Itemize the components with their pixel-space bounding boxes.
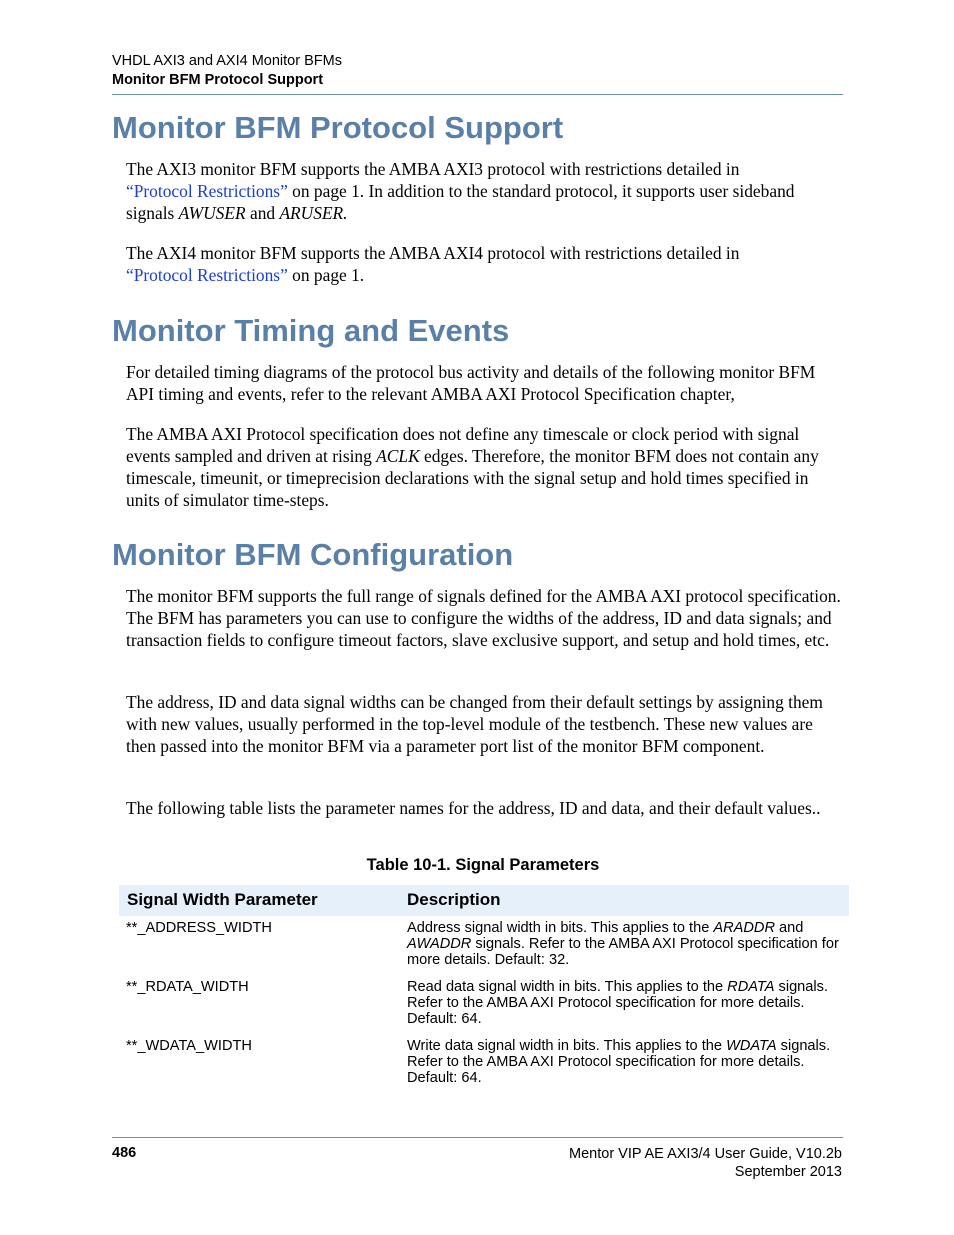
paragraph-axi4-support: The AXI4 monitor BFM supports the AMBA AXI4 protocol with restrictions detailed in “Protocol Restrictions” on page 1. [126,243,740,285]
paragraph-signal-widths: The address, ID and data signal widths can be changed from their default settings by assigning them with new values, usually performed in the top-level module of the testbench. These new values are then passed into the monitor BFM via a parameter port list of the monitor BFM component. [126,692,823,756]
parameter-name: **_WDATA_WIDTH [126,1038,252,1054]
parameter-description: Address signal width in bits. This applies to the ARADDR and AWADDR signals. Refer to the AMBA AXI Protocol specification for more details. Default: 32. [407,920,839,968]
parameter-name: **_RDATA_WIDTH [126,979,249,995]
paragraph-timing-diagrams: For detailed timing diagrams of the protocol bus activity and details of the following monitor BFM API timing and events, refer to the relevant AMBA AXI Protocol Specification chapter, [126,362,816,404]
running-header-chapter: VHDL AXI3 and AXI4 Monitor BFMs [112,53,342,69]
section-heading-protocol-support: Monitor BFM Protocol Support [112,110,564,145]
parameter-description: Read data signal width in bits. This applies to the RDATA signals. Refer to the AMBA AXI Protocol specification for more details. Default: 64. [407,979,829,1027]
footer-title: Mentor VIP AE AXI3/4 User Guide, V10.2b [569,1146,842,1162]
paragraph-axi3-support: The AXI3 monitor BFM supports the AMBA AXI3 protocol with restrictions detailed in “Protocol Restrictions” on page 1. In addition to the standard protocol, it supports user sideband signals AWUSER and ARUSER. [126,159,795,223]
column-header-parameter: Signal Width Parameter [127,890,318,909]
table-header-row [119,885,849,916]
protocol-restrictions-link[interactable]: “Protocol Restrictions” [126,265,288,285]
signal-parameters-table [119,885,849,1097]
section-heading-timing-events: Monitor Timing and Events [112,313,510,348]
table-row [119,920,849,979]
protocol-restrictions-link[interactable]: “Protocol Restrictions” [126,181,288,201]
paragraph-table-intro: The following table lists the parameter names for the address, ID and data, and their default values.. [126,798,821,818]
table-row [119,979,849,1038]
table-caption: Table 10-1. Signal Parameters [366,856,600,874]
footer-date: September 2013 [734,1164,842,1180]
parameter-description: Write data signal width in bits. This applies to the WDATA signals. Refer to the AMBA AXI Protocol specification for more details. Default: 64. [407,1038,831,1086]
running-header [112,52,342,90]
column-header-description: Description [407,890,501,909]
header-divider [112,94,843,95]
page-number: 486 [112,1145,137,1161]
table-row [119,1038,849,1097]
footer-divider [112,1137,843,1138]
parameter-name: **_ADDRESS_WIDTH [126,920,272,936]
footer-document-info [569,1145,842,1181]
paragraph-timescale: The AMBA AXI Protocol specification does not define any timescale or clock period with signal events sampled and driven at rising ACLK edges. Therefore, the monitor BFM does not contain any timescale, timeunit, or timeprecision declarations with the signal setup and hold times specified in units of simulator time-steps. [126,424,819,510]
running-header-section: Monitor BFM Protocol Support [112,72,324,88]
section-heading-configuration: Monitor BFM Configuration [112,537,514,572]
paragraph-config-overview: The monitor BFM supports the full range of signals defined for the AMBA AXI protocol specification. The BFM has parameters you can use to configure the widths of the address, ID and data signals; and transaction fields to configure timeout factors, slave exclusive support, and setup and hold times, etc. [126,586,841,650]
